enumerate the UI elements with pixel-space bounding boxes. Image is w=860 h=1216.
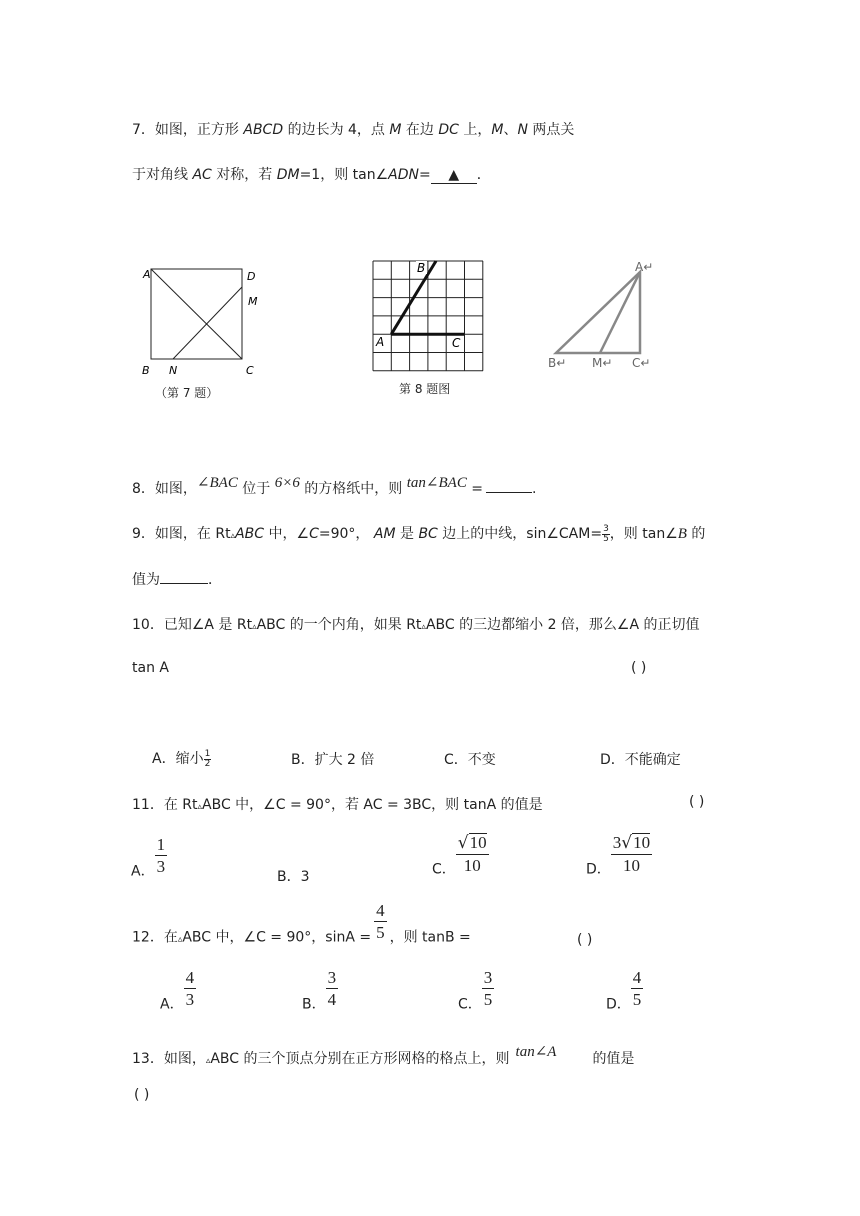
denominator: 5 [632, 990, 642, 1009]
q7-line2 [132, 164, 491, 184]
q10-text: 10．已知∠A 是 Rt [132, 617, 253, 633]
q11-option-b: B．3 [277, 869, 310, 885]
q7-text: 如图，正方形 [154, 122, 244, 138]
q9-text: 9．如图，在 Rt [132, 526, 231, 542]
q10-text: ABC 的一个内角，如果 Rt [256, 617, 422, 633]
var-n: N [517, 122, 528, 138]
numerator: 4 [376, 901, 385, 920]
q7-text: 于对角线 [132, 167, 193, 183]
figure-8-grid [366, 258, 490, 376]
label-b: B↵ [548, 356, 567, 370]
q8-text: 位于 [237, 481, 275, 497]
q11-answer-paren: ( ) [689, 794, 705, 810]
q11-text: 11．在 Rt [132, 797, 198, 813]
option-label: A．缩小 [152, 751, 204, 767]
q8-grid-size: 6×6 [274, 475, 300, 491]
fraction-3-4 [326, 969, 339, 1008]
numerator [456, 833, 489, 855]
var-m: M [389, 122, 402, 138]
q10-option-b: B．扩大 2 倍 [291, 752, 375, 768]
numerator: 1 [156, 835, 166, 854]
denominator: 5 [603, 533, 609, 544]
triangle-symbol: ▵ [205, 1056, 211, 1066]
numerator: 3 [483, 968, 493, 987]
q7-text: ． [476, 167, 491, 183]
var-m: M [491, 122, 504, 138]
radical-sign: √ [621, 833, 633, 853]
q11-text: ABC 中，∠C = 90°，若 AC = 3BC，则 tanA 的值是 [202, 797, 543, 813]
var-dm: DM [276, 167, 300, 183]
q12-option-d [606, 969, 643, 1014]
triangle-symbol: ▵ [252, 622, 257, 632]
fraction-4-5 [631, 969, 644, 1008]
var-abc: ABC [235, 526, 265, 542]
q12-option-a [160, 969, 196, 1014]
label-m: M [248, 295, 258, 308]
fraction-sqrt10-10 [456, 833, 489, 874]
triangle-symbol: ▵ [421, 622, 426, 632]
coefficient: 3 [612, 833, 622, 852]
answer-blank [486, 492, 532, 493]
q7-text: 、 [503, 122, 518, 138]
radicand: 10 [469, 833, 487, 852]
label-a: A [376, 335, 385, 349]
numerator: 3 [603, 523, 609, 534]
fraction-4-5 [374, 902, 387, 941]
q10-option-a [152, 748, 211, 769]
label-b: B [417, 261, 426, 275]
option-label: A． [160, 996, 184, 1013]
option-label: B． [302, 996, 326, 1013]
denominator: 4 [327, 990, 337, 1009]
q8-text: = [466, 481, 484, 497]
fraction-4-3 [184, 969, 197, 1008]
label-n: N [169, 364, 178, 374]
q11-option-a [131, 836, 167, 881]
q11-line [132, 794, 543, 814]
fraction-1-2 [204, 750, 212, 769]
figure-7-square [140, 262, 260, 374]
var-adn: ADN [388, 167, 420, 183]
var-dc: DC [438, 122, 459, 138]
var-am: AM [373, 526, 396, 542]
q10-option-d: D．不能确定 [600, 752, 681, 768]
q10-text: ABC 的三边都缩小 2 倍，那么∠A 的正切值 [425, 617, 700, 633]
label-a: A [143, 268, 151, 281]
q12-text: ABC 中，∠C = 90°，sinA = [182, 929, 372, 946]
denominator: 10 [463, 856, 481, 875]
label-c: C↵ [632, 356, 651, 370]
answer-blank: ▲ [431, 167, 477, 184]
q10-line2: tan A [132, 660, 169, 676]
q8-line [132, 475, 537, 498]
q9-text: ． [208, 572, 222, 588]
q12-answer-paren: ( ) [577, 932, 593, 948]
grid-lines [373, 261, 483, 371]
q10-line1 [132, 614, 700, 634]
option-label: D． [586, 861, 611, 878]
denominator: 2 [204, 758, 211, 769]
fraction-3sqrt10-10 [611, 833, 652, 874]
q7-text: 的边长为 4，点 [283, 122, 390, 138]
q13-text: 13．如图， [132, 1051, 206, 1067]
q12-line [132, 902, 471, 947]
q7-line1 [132, 119, 574, 139]
denominator: 3 [156, 857, 166, 876]
var-b: B [677, 526, 687, 542]
var-c: C [309, 526, 319, 542]
option-label: A． [131, 863, 155, 880]
denominator: 3 [185, 990, 195, 1009]
q12-option-b [302, 969, 338, 1014]
figure-9-triangle [544, 256, 664, 374]
label-c: C [452, 336, 461, 350]
radicand: 10 [633, 833, 651, 852]
q9-text: 是 [395, 526, 419, 542]
q7-text: 在边 [401, 122, 439, 138]
q7-text: =1，则 tan∠ [299, 167, 389, 183]
median-am [600, 272, 640, 353]
q8-angle-bac: ∠BAC [196, 475, 238, 491]
q9-text: 边上的中线，sin∠CAM= [437, 526, 603, 542]
q9-text: 的 [686, 526, 706, 542]
numerator: 3 [327, 968, 337, 987]
triangle-symbol: ▵ [177, 934, 183, 945]
q9-line1 [132, 523, 705, 544]
figure-7-caption: （第 7 题） [155, 386, 219, 400]
option-label: C． [458, 996, 482, 1013]
q7-text: 上， [458, 122, 492, 138]
q8-tan-bac: tan∠BAC [406, 475, 467, 491]
fraction-1-3 [155, 836, 168, 875]
q13-answer-paren: ( ) [134, 1087, 150, 1103]
numerator: 1 [204, 748, 211, 759]
numerator: 4 [185, 968, 195, 987]
var-ac: AC [192, 167, 212, 183]
q11-option-d [586, 833, 652, 879]
option-label: C． [432, 861, 456, 878]
q13-text: 的值是 [592, 1051, 635, 1067]
label-m: M↵ [592, 356, 613, 370]
option-label: D． [606, 996, 631, 1013]
q8-text: . [532, 481, 537, 497]
q13-tan-a: tan∠A [515, 1044, 557, 1060]
q9-line2 [132, 569, 222, 589]
q10-option-c: C．不变 [444, 752, 496, 768]
q9-text: =90°， [318, 526, 374, 542]
q9-text: ，则 tan∠ [609, 526, 678, 542]
numerator [611, 833, 652, 855]
denominator: 5 [483, 990, 493, 1009]
denominator: 5 [376, 923, 385, 942]
triangle-symbol: ▵ [197, 802, 203, 812]
radical-sign: √ [457, 833, 469, 853]
q7-number: 7． [132, 122, 155, 138]
var-bc: BC [418, 526, 438, 542]
triangle-symbol: ▵ [230, 531, 236, 541]
q8-number: 8．如图， [132, 481, 197, 497]
var-abcd: ABCD [243, 122, 284, 138]
label-a: A↵ [635, 260, 654, 274]
q8-text: 的方格纸中，则 [299, 481, 407, 497]
fraction-3-5 [602, 525, 610, 544]
triangle-abc [556, 272, 640, 353]
q12-text: ，则 tanB = [389, 929, 471, 946]
q7-text: 对称，若 [211, 167, 277, 183]
q11-option-c [432, 833, 489, 879]
label-d: D [247, 270, 256, 283]
answer-blank [160, 583, 208, 584]
q10-answer-paren: ( ) [631, 660, 647, 676]
q13-line1 [132, 1044, 635, 1068]
q7-text: 两点关 [527, 122, 575, 138]
fraction-3-5 [482, 969, 495, 1008]
denominator: 10 [622, 856, 640, 875]
q9-text: 值为 [132, 572, 160, 588]
q7-text: = [419, 167, 431, 183]
q12-option-c [458, 969, 494, 1014]
q12-text: 12．在 [132, 929, 178, 946]
label-b: B [142, 364, 150, 374]
numerator: 4 [632, 968, 642, 987]
label-c: C [246, 364, 254, 374]
q9-text: 中，∠ [264, 526, 310, 542]
diagonal-ac [151, 269, 242, 359]
q13-text: ABC 的三个顶点分别在正方形网格的格点上，则 [210, 1051, 510, 1067]
figure-8-caption: 第 8 题图 [399, 382, 451, 396]
